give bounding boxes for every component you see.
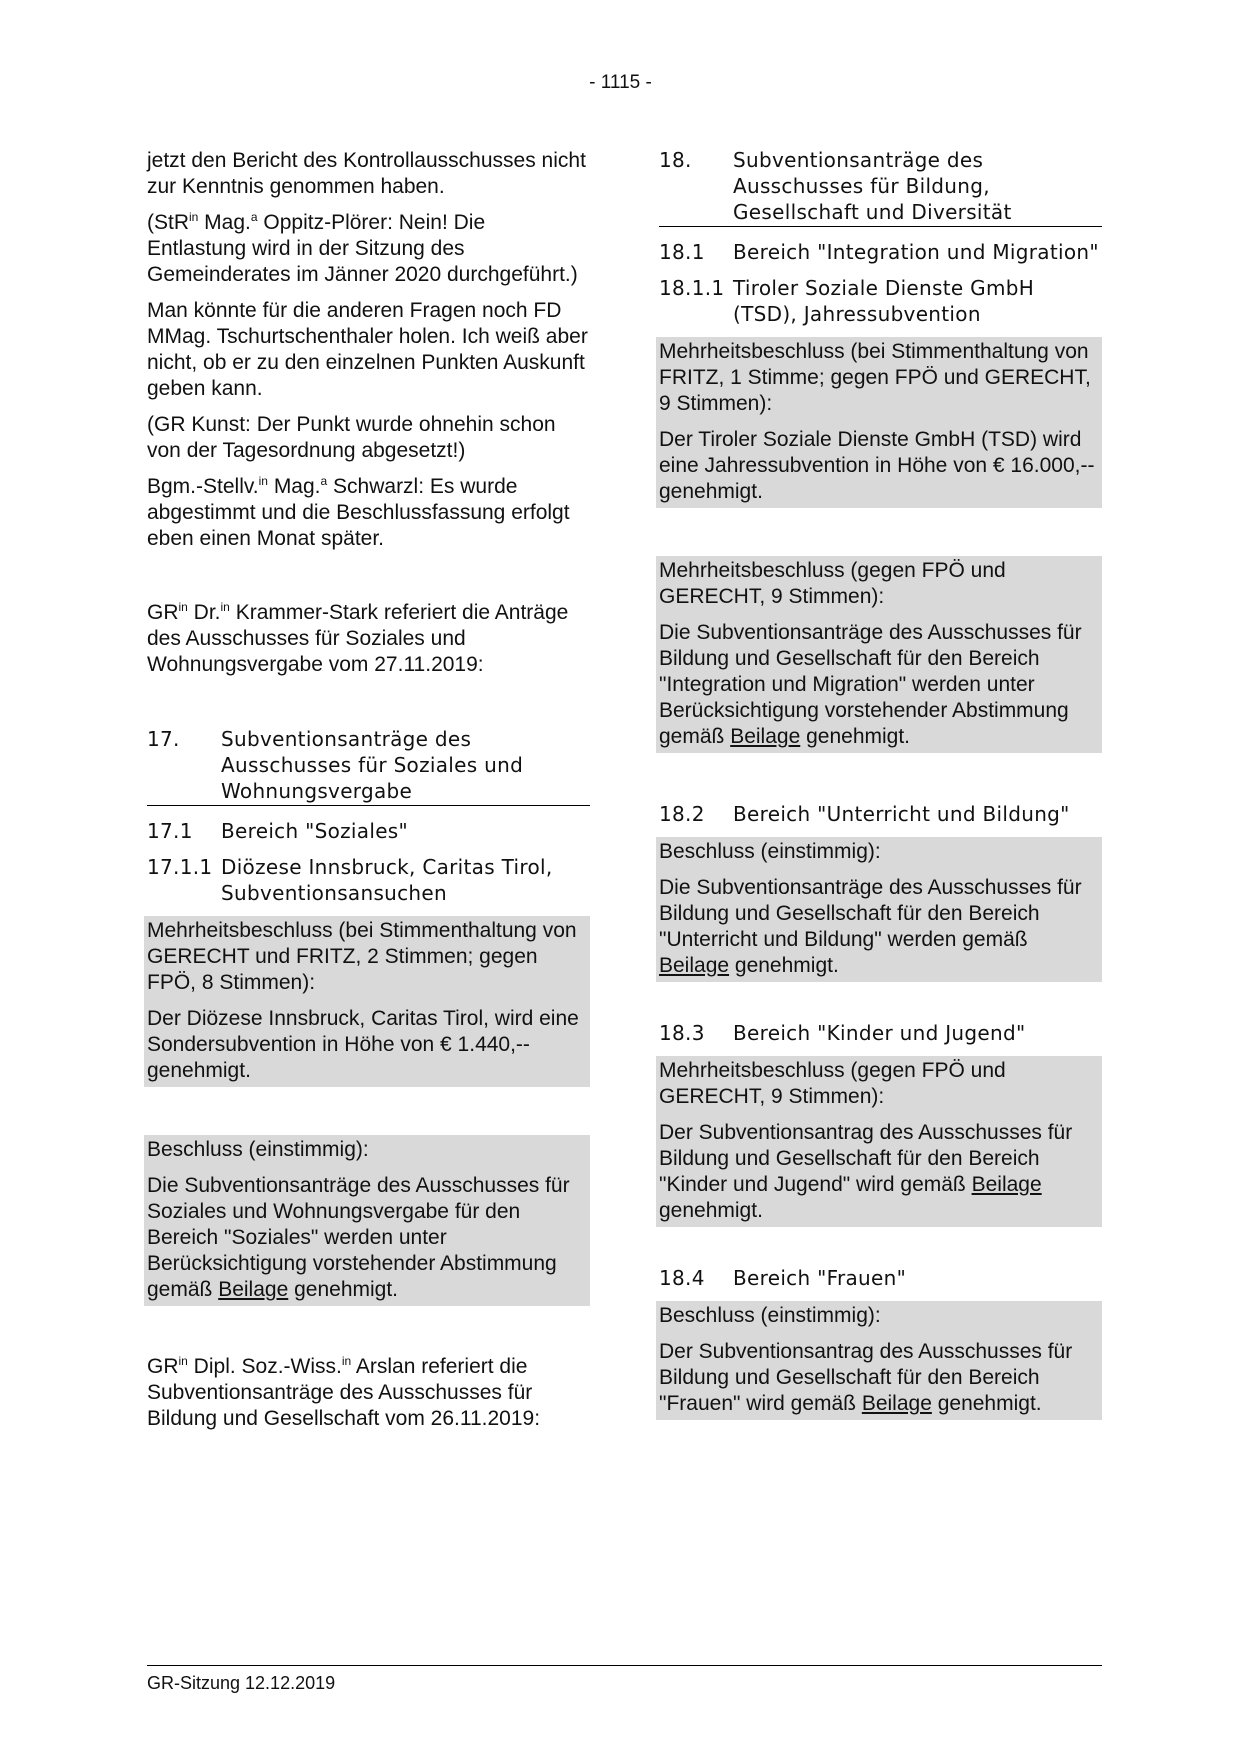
resolution-box [656,337,1102,508]
heading-number: 18. [659,148,692,172]
beilage-link[interactable]: Beilage [659,954,730,977]
paragraph-interjection: (GR Kunst: Der Punkt wurde ohnehin schon von der Tagesordnung abgesetzt!) [147,413,556,462]
vote-result: Mehrheitsbeschluss (gegen FPÖ und GERECHT, 9 Stimmen): [659,559,1006,608]
beilage-link[interactable]: Beilage [971,1173,1042,1196]
resolution-box [656,1301,1102,1420]
heading-number: 18.2 [659,802,705,826]
resolution-box [656,837,1102,982]
paragraph: Bgm.-Stellv.$^{in}$ Mag.$^a$ Schwarzl: Es wurde abgestimmt und die Beschlussfassung erfolgt eben einen Monat später. [147,474,570,550]
resolution-text: Der Tiroler Soziale Dienste GmbH (TSD) wird eine Jahressubvention in Höhe von € 16.000,-- genehmigt. [659,428,1095,503]
paragraph-speaker: $GR^{in}$ Dr.$^{in}$ Krammer-Stark referiert die Anträge des Ausschusses für Soziales und Wohnungsvergabe vom 27.11.2019: [147,600,569,676]
resolution-text: Die Subventionsanträge des Ausschusses für Soziales und Wohnungsvergabe für den Bereich "Soziales" werden unter Berücksichtigung vorstehender Abstimmung gemäß Beilage genehmigt. [147,1174,570,1301]
paragraph: jetzt den Bericht des Kontrollausschusses nicht zur Kenntnis genommen haben. [147,149,586,198]
heading-number: 17. [147,727,180,751]
vote-result: Beschluss (einstimmig): [659,840,881,863]
vote-result: Beschluss (einstimmig): [147,1138,369,1161]
heading-18-3 [659,1020,1102,1046]
heading-text: Bereich "Unterricht und Bildung" [733,802,1070,826]
right-column [659,147,1102,1430]
paragraph: Man könnte für die anderen Fragen noch FD MMag. Tschurtschenthaler holen. Ich weiß aber nicht, ob er zu den einzelnen Punkten Auskunft geben kann. [147,299,588,400]
resolution-box [144,916,590,1087]
heading-18-1-1 [659,275,1102,327]
resolution-text: Die Subventionsanträge des Ausschusses für Bildung und Gesellschaft für den Bereich "Unterricht und Bildung" werden gemäß Beilage genehmigt. [659,876,1082,977]
beilage-link[interactable]: Beilage [861,1392,932,1415]
heading-text: Bereich "Integration und Migration" [733,240,1099,264]
heading-text: Bereich "Kinder und Jugend" [733,1021,1026,1045]
heading-number: 17.1 [147,819,193,843]
beilage-link[interactable]: Beilage [218,1278,289,1301]
resolution-box [144,1135,590,1306]
beilage-link[interactable]: Beilage [730,725,801,748]
paragraph-interjection: (StR$^{in}$ Mag.$^a$ Oppitz-Plörer: Nein! Die Entlastung wird in der Sitzung des Gemeinderates im Jänner 2020 durchgeführt.) [147,210,578,286]
heading-17 [147,726,590,806]
left-column [147,148,590,1442]
heading-number: 18.1 [659,240,705,264]
heading-18-2 [659,801,1102,827]
heading-text: Tiroler Soziale Dienste GmbH (TSD), Jahressubvention [733,276,1035,326]
resolution-box [656,556,1102,753]
heading-text: Bereich "Frauen" [733,1266,907,1290]
resolution-text: Die Subventionsanträge des Ausschusses für Bildung und Gesellschaft für den Bereich "Integration und Migration" werden unter Berücksichtigung vorstehender Abstimmung gemäß Beilage genehmigt. [659,621,1082,748]
heading-text: Bereich "Soziales" [221,819,409,843]
resolution-text: Der Subventionsantrag des Ausschusses für Bildung und Gesellschaft für den Bereich "Frauen" wird gemäß Beilage genehmigt. [659,1340,1073,1415]
page-number: - 1115 - [589,72,652,93]
heading-17-1-1 [147,854,590,906]
heading-text: Subventionsanträge des Ausschusses für Soziales und Wohnungsvergabe [221,727,524,803]
heading-18-4 [659,1265,1102,1291]
heading-18 [659,147,1102,227]
page-footer: GR-Sitzung 12.12.2019 [147,1665,1102,1694]
paragraph-speaker: $GR^{in}$ Dipl. Soz.-Wiss.$^{in}$ Arslan referiert die Subventionsanträge des Ausschusses für Bildung und Gesellschaft vom 26.11.2019: [147,1354,541,1430]
heading-number: 18.3 [659,1021,705,1045]
heading-18-1 [659,239,1102,265]
vote-result: Mehrheitsbeschluss (bei Stimmenthaltung von FRITZ, 1 Stimme; gegen FPÖ und GERECHT, 9 Stimmen): [659,340,1091,415]
heading-number: 17.1.1 [147,855,213,879]
heading-text: Diözese Innsbruck, Caritas Tirol, Subventionsansuchen [221,855,553,905]
resolution-box [656,1056,1102,1227]
vote-result: Mehrheitsbeschluss (gegen FPÖ und GERECHT, 9 Stimmen): [659,1059,1006,1108]
heading-number: 18.4 [659,1266,705,1290]
vote-result: Mehrheitsbeschluss (bei Stimmenthaltung von GERECHT und FRITZ, 2 Stimmen; gegen FPÖ, 8 Stimmen): [147,919,577,994]
heading-number: 18.1.1 [659,276,725,300]
resolution-text: Der Subventionsantrag des Ausschusses für Bildung und Gesellschaft für den Bereich "Kinder und Jugend" wird gemäß Beilage genehmigt. [659,1121,1073,1222]
vote-result: Beschluss (einstimmig): [659,1304,881,1327]
heading-text: Subventionsanträge des Ausschusses für Bildung, Gesellschaft und Diversität [733,148,1012,224]
heading-17-1 [147,818,590,844]
resolution-text: Der Diözese Innsbruck, Caritas Tirol, wird eine Sondersubvention in Höhe von € 1.440,-- genehmigt. [147,1007,579,1082]
